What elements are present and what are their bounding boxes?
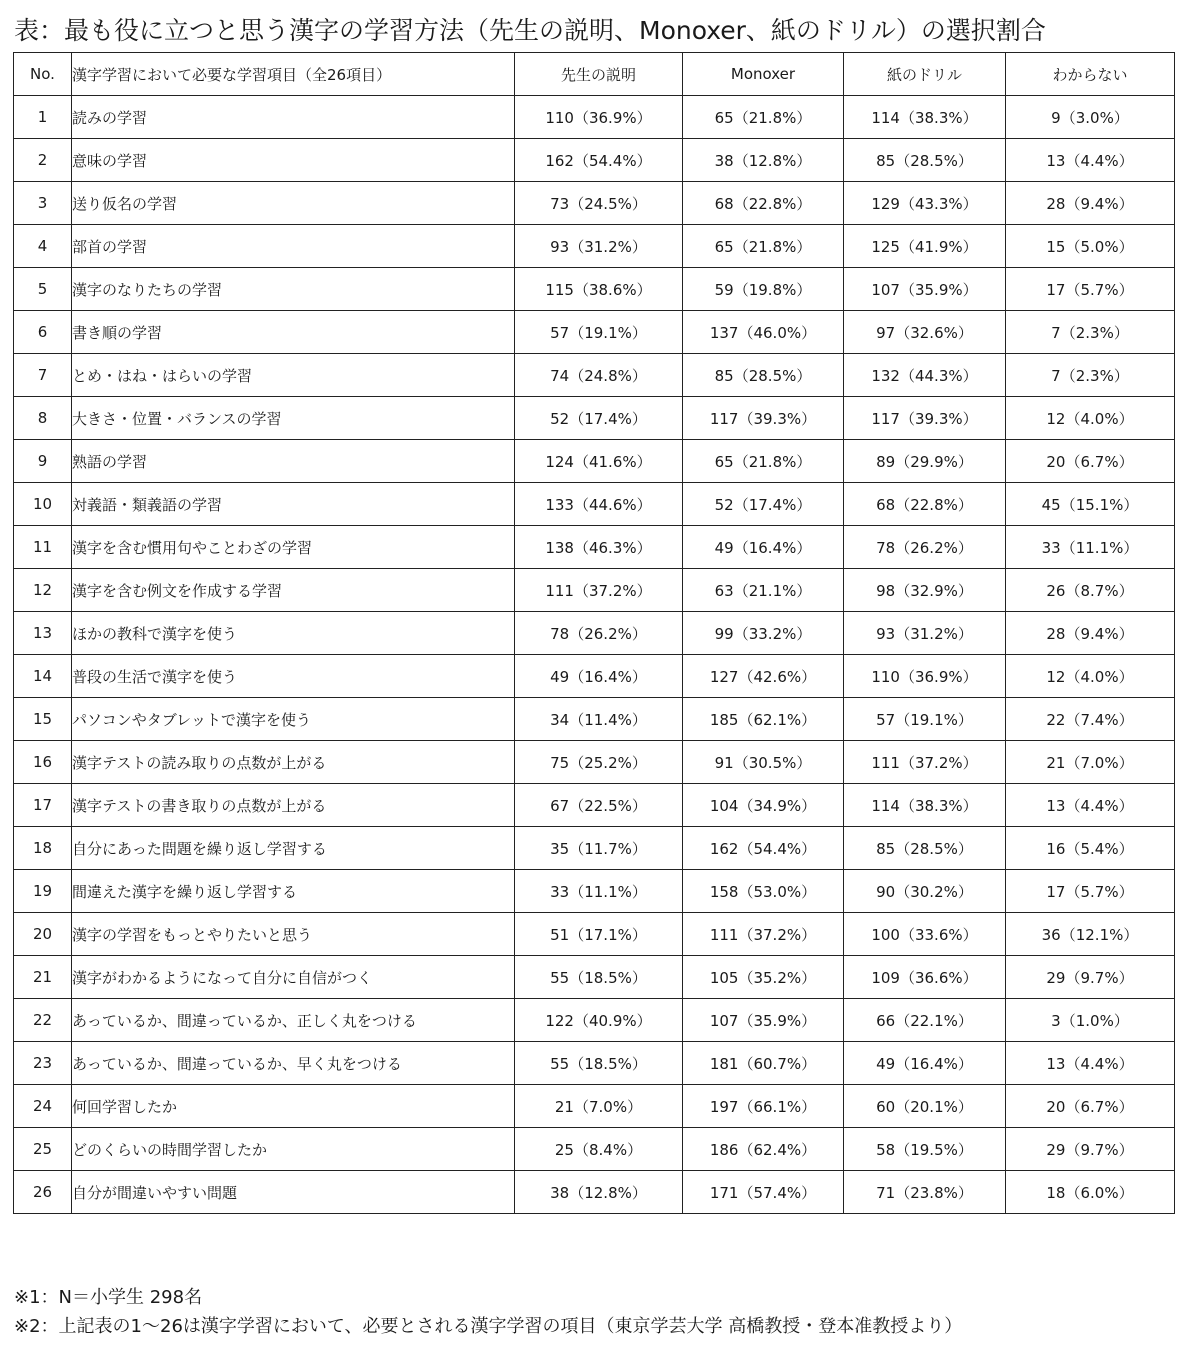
cell-teacher: 55（18.5%）	[515, 956, 683, 999]
table-row	[14, 1042, 1175, 1085]
cell-monoxer: 117（39.3%）	[683, 397, 844, 440]
cell-no: 15	[14, 698, 72, 741]
cell-item: 漢字テストの読み取りの点数が上がる	[72, 741, 515, 784]
cell-drill: 114（38.3%）	[844, 784, 1006, 827]
table-row	[14, 569, 1175, 612]
cell-unknown: 28（9.4%）	[1006, 182, 1175, 225]
cell-monoxer: 63（21.1%）	[683, 569, 844, 612]
cell-monoxer: 185（62.1%）	[683, 698, 844, 741]
page-title: 表：最も役に立つと思う漢字の学習方法（先生の説明、Monoxer、紙のドリル）の選択割合	[14, 16, 1046, 45]
cell-no: 13	[14, 612, 72, 655]
cell-no: 24	[14, 1085, 72, 1128]
footnote-2: ※2：上記表の1〜26は漢字学習において、必要とされる漢字学習の項目（東京学芸大学 高橋教授・登本准教授より）	[14, 1316, 963, 1337]
cell-teacher: 74（24.8%）	[515, 354, 683, 397]
cell-teacher: 55（18.5%）	[515, 1042, 683, 1085]
cell-teacher: 49（16.4%）	[515, 655, 683, 698]
cell-item: パソコンやタブレットで漢字を使う	[72, 698, 515, 741]
cell-monoxer: 52（17.4%）	[683, 483, 844, 526]
table-row	[14, 1085, 1175, 1128]
cell-drill: 71（23.8%）	[844, 1171, 1006, 1214]
cell-unknown: 16（5.4%）	[1006, 827, 1175, 870]
cell-teacher: 115（38.6%）	[515, 268, 683, 311]
survey-table	[13, 52, 1175, 1214]
table-row	[14, 96, 1175, 139]
cell-drill: 125（41.9%）	[844, 225, 1006, 268]
table-row	[14, 698, 1175, 741]
cell-item: 漢字がわかるようになって自分に自信がつく	[72, 956, 515, 999]
cell-item: 何回学習したか	[72, 1085, 515, 1128]
cell-item: 漢字のなりたちの学習	[72, 268, 515, 311]
cell-no: 3	[14, 182, 72, 225]
cell-unknown: 9（3.0%）	[1006, 96, 1175, 139]
cell-item: 普段の生活で漢字を使う	[72, 655, 515, 698]
cell-teacher: 133（44.6%）	[515, 483, 683, 526]
cell-no: 5	[14, 268, 72, 311]
cell-item: ほかの教科で漢字を使う	[72, 612, 515, 655]
table-row	[14, 612, 1175, 655]
cell-drill: 57（19.1%）	[844, 698, 1006, 741]
cell-item: あっているか、間違っているか、早く丸をつける	[72, 1042, 515, 1085]
cell-teacher: 51（17.1%）	[515, 913, 683, 956]
cell-monoxer: 49（16.4%）	[683, 526, 844, 569]
footnotes	[14, 1283, 962, 1341]
cell-unknown: 3（1.0%）	[1006, 999, 1175, 1042]
cell-drill: 85（28.5%）	[844, 827, 1006, 870]
cell-teacher: 34（11.4%）	[515, 698, 683, 741]
cell-monoxer: 104（34.9%）	[683, 784, 844, 827]
cell-unknown: 33（11.1%）	[1006, 526, 1175, 569]
cell-monoxer: 137（46.0%）	[683, 311, 844, 354]
cell-no: 21	[14, 956, 72, 999]
cell-item: 部首の学習	[72, 225, 515, 268]
cell-monoxer: 186（62.4%）	[683, 1128, 844, 1171]
cell-item: 対義語・類義語の学習	[72, 483, 515, 526]
cell-unknown: 12（4.0%）	[1006, 655, 1175, 698]
cell-monoxer: 111（37.2%）	[683, 913, 844, 956]
table-row	[14, 784, 1175, 827]
header-unknown: わからない	[1006, 53, 1175, 96]
cell-no: 20	[14, 913, 72, 956]
header-no: No.	[14, 53, 72, 96]
cell-no: 1	[14, 96, 72, 139]
cell-no: 22	[14, 999, 72, 1042]
table-row	[14, 225, 1175, 268]
cell-item: 書き順の学習	[72, 311, 515, 354]
cell-item: 意味の学習	[72, 139, 515, 182]
cell-item: 漢字を含む慣用句やことわざの学習	[72, 526, 515, 569]
cell-unknown: 45（15.1%）	[1006, 483, 1175, 526]
cell-teacher: 73（24.5%）	[515, 182, 683, 225]
footnote-1: ※1：N＝小学生 298名	[14, 1287, 203, 1308]
cell-monoxer: 158（53.0%）	[683, 870, 844, 913]
cell-drill: 66（22.1%）	[844, 999, 1006, 1042]
cell-teacher: 78（26.2%）	[515, 612, 683, 655]
table-row	[14, 655, 1175, 698]
cell-drill: 132（44.3%）	[844, 354, 1006, 397]
cell-teacher: 25（8.4%）	[515, 1128, 683, 1171]
cell-monoxer: 38（12.8%）	[683, 139, 844, 182]
cell-monoxer: 107（35.9%）	[683, 999, 844, 1042]
cell-no: 19	[14, 870, 72, 913]
cell-monoxer: 59（19.8%）	[683, 268, 844, 311]
cell-monoxer: 65（21.8%）	[683, 96, 844, 139]
cell-no: 23	[14, 1042, 72, 1085]
cell-unknown: 29（9.7%）	[1006, 956, 1175, 999]
cell-teacher: 124（41.6%）	[515, 440, 683, 483]
cell-teacher: 122（40.9%）	[515, 999, 683, 1042]
table-row	[14, 741, 1175, 784]
cell-drill: 60（20.1%）	[844, 1085, 1006, 1128]
cell-drill: 129（43.3%）	[844, 182, 1006, 225]
cell-unknown: 17（5.7%）	[1006, 870, 1175, 913]
cell-item: 漢字を含む例文を作成する学習	[72, 569, 515, 612]
table-row	[14, 526, 1175, 569]
cell-teacher: 21（7.0%）	[515, 1085, 683, 1128]
cell-drill: 98（32.9%）	[844, 569, 1006, 612]
table-row	[14, 827, 1175, 870]
cell-drill: 89（29.9%）	[844, 440, 1006, 483]
cell-no: 12	[14, 569, 72, 612]
cell-item: 自分が間違いやすい問題	[72, 1171, 515, 1214]
cell-drill: 111（37.2%）	[844, 741, 1006, 784]
cell-monoxer: 105（35.2%）	[683, 956, 844, 999]
table-row	[14, 311, 1175, 354]
cell-monoxer: 181（60.7%）	[683, 1042, 844, 1085]
cell-unknown: 7（2.3%）	[1006, 354, 1175, 397]
cell-drill: 85（28.5%）	[844, 139, 1006, 182]
cell-teacher: 57（19.1%）	[515, 311, 683, 354]
cell-no: 26	[14, 1171, 72, 1214]
cell-teacher: 33（11.1%）	[515, 870, 683, 913]
cell-teacher: 38（12.8%）	[515, 1171, 683, 1214]
cell-drill: 100（33.6%）	[844, 913, 1006, 956]
cell-teacher: 35（11.7%）	[515, 827, 683, 870]
header-drill: 紙のドリル	[844, 53, 1006, 96]
cell-teacher: 93（31.2%）	[515, 225, 683, 268]
table-row	[14, 1128, 1175, 1171]
cell-unknown: 18（6.0%）	[1006, 1171, 1175, 1214]
cell-teacher: 75（25.2%）	[515, 741, 683, 784]
cell-unknown: 20（6.7%）	[1006, 1085, 1175, 1128]
cell-item: 熟語の学習	[72, 440, 515, 483]
cell-no: 16	[14, 741, 72, 784]
cell-no: 7	[14, 354, 72, 397]
cell-unknown: 22（7.4%）	[1006, 698, 1175, 741]
cell-unknown: 7（2.3%）	[1006, 311, 1175, 354]
header-item: 漢字学習において必要な学習項目（全26項目）	[72, 53, 515, 96]
header-teacher: 先生の説明	[515, 53, 683, 96]
table-row	[14, 956, 1175, 999]
cell-drill: 107（35.9%）	[844, 268, 1006, 311]
table-row	[14, 268, 1175, 311]
cell-unknown: 13（4.4%）	[1006, 139, 1175, 182]
cell-monoxer: 171（57.4%）	[683, 1171, 844, 1214]
cell-unknown: 20（6.7%）	[1006, 440, 1175, 483]
cell-no: 18	[14, 827, 72, 870]
cell-item: 読みの学習	[72, 96, 515, 139]
cell-unknown: 26（8.7%）	[1006, 569, 1175, 612]
cell-teacher: 67（22.5%）	[515, 784, 683, 827]
cell-no: 4	[14, 225, 72, 268]
cell-monoxer: 99（33.2%）	[683, 612, 844, 655]
table-row	[14, 182, 1175, 225]
cell-monoxer: 162（54.4%）	[683, 827, 844, 870]
table-row	[14, 870, 1175, 913]
cell-no: 10	[14, 483, 72, 526]
cell-unknown: 13（4.4%）	[1006, 1042, 1175, 1085]
cell-item: 自分にあった問題を繰り返し学習する	[72, 827, 515, 870]
table-row	[14, 913, 1175, 956]
cell-unknown: 12（4.0%）	[1006, 397, 1175, 440]
cell-item: 漢字の学習をもっとやりたいと思う	[72, 913, 515, 956]
cell-no: 25	[14, 1128, 72, 1171]
cell-unknown: 28（9.4%）	[1006, 612, 1175, 655]
cell-unknown: 36（12.1%）	[1006, 913, 1175, 956]
table-row	[14, 139, 1175, 182]
cell-unknown: 21（7.0%）	[1006, 741, 1175, 784]
table-header-row	[14, 53, 1175, 96]
cell-drill: 117（39.3%）	[844, 397, 1006, 440]
cell-drill: 78（26.2%）	[844, 526, 1006, 569]
cell-drill: 114（38.3%）	[844, 96, 1006, 139]
cell-no: 9	[14, 440, 72, 483]
cell-drill: 58（19.5%）	[844, 1128, 1006, 1171]
cell-monoxer: 65（21.8%）	[683, 440, 844, 483]
cell-drill: 49（16.4%）	[844, 1042, 1006, 1085]
cell-no: 2	[14, 139, 72, 182]
table-row	[14, 440, 1175, 483]
cell-no: 17	[14, 784, 72, 827]
cell-monoxer: 65（21.8%）	[683, 225, 844, 268]
table-row	[14, 354, 1175, 397]
cell-teacher: 111（37.2%）	[515, 569, 683, 612]
cell-no: 14	[14, 655, 72, 698]
cell-drill: 90（30.2%）	[844, 870, 1006, 913]
cell-unknown: 29（9.7%）	[1006, 1128, 1175, 1171]
cell-item: 間違えた漢字を繰り返し学習する	[72, 870, 515, 913]
cell-teacher: 110（36.9%）	[515, 96, 683, 139]
cell-teacher: 138（46.3%）	[515, 526, 683, 569]
cell-no: 6	[14, 311, 72, 354]
cell-unknown: 15（5.0%）	[1006, 225, 1175, 268]
cell-teacher: 52（17.4%）	[515, 397, 683, 440]
table-row	[14, 483, 1175, 526]
cell-drill: 97（32.6%）	[844, 311, 1006, 354]
cell-no: 8	[14, 397, 72, 440]
cell-drill: 93（31.2%）	[844, 612, 1006, 655]
cell-item: 送り仮名の学習	[72, 182, 515, 225]
cell-item: 漢字テストの書き取りの点数が上がる	[72, 784, 515, 827]
cell-item: とめ・はね・はらいの学習	[72, 354, 515, 397]
table-row	[14, 999, 1175, 1042]
cell-drill: 68（22.8%）	[844, 483, 1006, 526]
cell-monoxer: 127（42.6%）	[683, 655, 844, 698]
cell-item: どのくらいの時間学習したか	[72, 1128, 515, 1171]
cell-unknown: 17（5.7%）	[1006, 268, 1175, 311]
cell-item: 大きさ・位置・バランスの学習	[72, 397, 515, 440]
cell-drill: 110（36.9%）	[844, 655, 1006, 698]
cell-unknown: 13（4.4%）	[1006, 784, 1175, 827]
cell-item: あっているか、間違っているか、正しく丸をつける	[72, 999, 515, 1042]
cell-monoxer: 91（30.5%）	[683, 741, 844, 784]
table-row	[14, 1171, 1175, 1214]
cell-teacher: 162（54.4%）	[515, 139, 683, 182]
cell-monoxer: 85（28.5%）	[683, 354, 844, 397]
cell-monoxer: 197（66.1%）	[683, 1085, 844, 1128]
table-body	[14, 96, 1175, 1214]
cell-drill: 109（36.6%）	[844, 956, 1006, 999]
cell-no: 11	[14, 526, 72, 569]
header-monoxer: Monoxer	[683, 53, 844, 96]
table-row	[14, 397, 1175, 440]
cell-monoxer: 68（22.8%）	[683, 182, 844, 225]
